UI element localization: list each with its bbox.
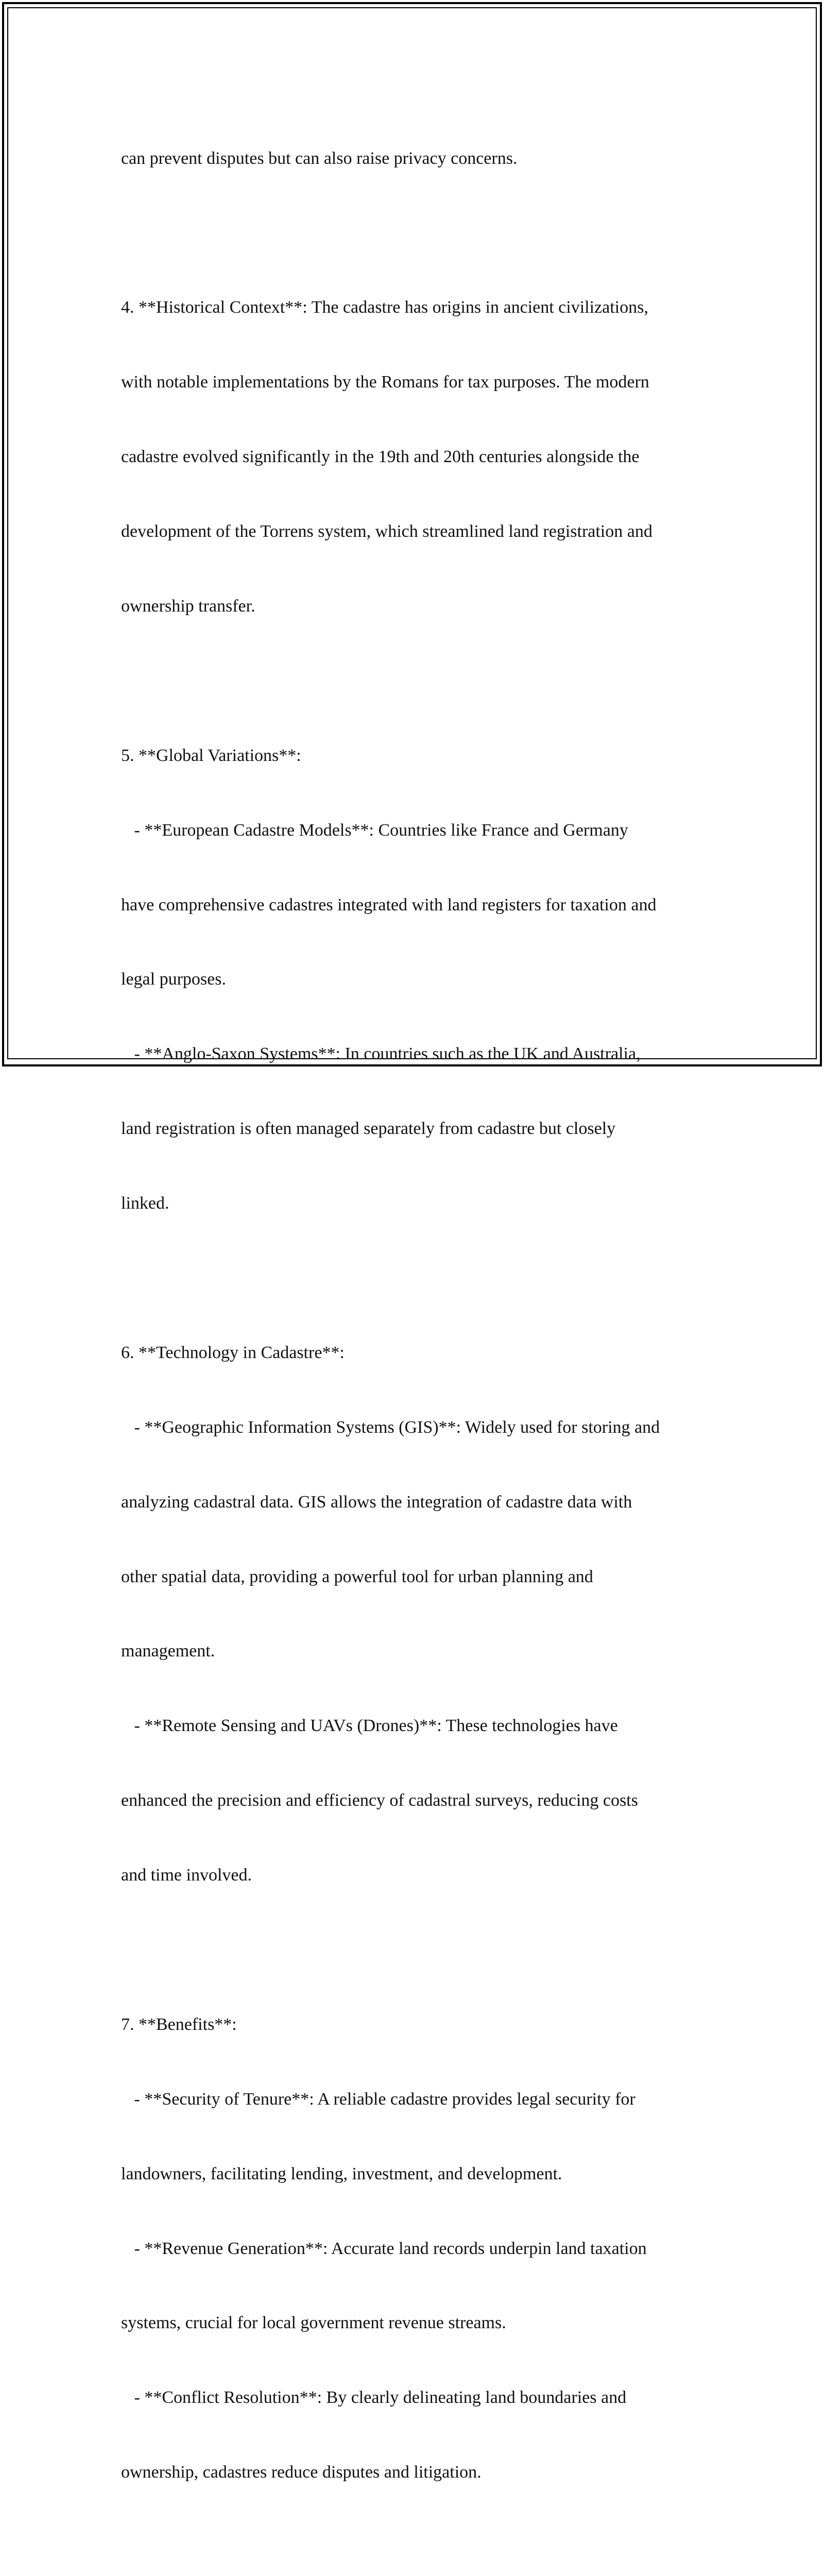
text-line: landowners, facilitating lending, investment, and development. <box>121 2164 562 2183</box>
blank-line <box>121 1938 718 1962</box>
text-line: 4. **Historical Context**: The cadastre has origins in ancient civilizations, <box>121 298 648 317</box>
blank-line <box>121 2535 718 2560</box>
text-line: - **Revenue Generation**: Accurate land records underpin land taxation <box>121 2239 647 2258</box>
text-line: 5. **Global Variations**: <box>121 745 301 765</box>
text-line: linked. <box>121 1194 169 1213</box>
text-line: 6. **Technology in Cadastre**: <box>121 1343 345 1362</box>
text-line: cadastre evolved significantly in the 19th and 20th centuries alongside the <box>121 447 640 467</box>
text-line: ownership, cadastres reduce disputes and litigation. <box>121 2463 482 2482</box>
text-line: - **European Cadastre Models**: Countries like France and Germany <box>121 820 628 840</box>
text-line: - **Conflict Resolution**: By clearly delineating land boundaries and <box>121 2388 627 2408</box>
text-line: systems, crucial for local government revenue streams. <box>121 2313 506 2333</box>
text-line: and time involved. <box>121 1866 252 1885</box>
text-line: can prevent disputes but can also raise privacy concerns. <box>121 148 518 168</box>
text-line: - **Remote Sensing and UAVs (Drones)**: These technologies have <box>121 1716 618 1736</box>
text-line: other spatial data, providing a powerful tool for urban planning and <box>121 1567 593 1586</box>
text-line: - **Geographic Information Systems (GIS)**: Widely used for storing and <box>121 1417 660 1437</box>
text-line: analyzing cadastral data. GIS allows the integration of cadastre data with <box>121 1492 632 1512</box>
text-line: with notable implementations by the Romans for tax purposes. The modern <box>121 372 649 392</box>
text-line: enhanced the precision and efficiency of cadastral surveys, reducing costs <box>121 1791 638 1810</box>
text-line: development of the Torrens system, which streamlined land registration and <box>121 522 653 541</box>
text-line: ownership transfer. <box>121 596 255 616</box>
text-line: have comprehensive cadastres integrated with land registers for taxation and <box>121 895 657 914</box>
text-line: 7. **Benefits**: <box>121 2014 237 2034</box>
document-body <box>121 96 718 2576</box>
text-line: - **Anglo-Saxon Systems**: In countries such as the UK and Australia, <box>121 1044 641 1064</box>
text-line: legal purposes. <box>121 970 226 989</box>
text-line: land registration is often managed separately from cadastre but closely <box>121 1119 616 1139</box>
blank-line <box>121 221 718 245</box>
blank-line <box>121 669 718 693</box>
text-line: - **Security of Tenure**: A reliable cadastre provides legal security for <box>121 2089 636 2109</box>
blank-line <box>121 1266 718 1291</box>
text-line: management. <box>121 1641 215 1661</box>
